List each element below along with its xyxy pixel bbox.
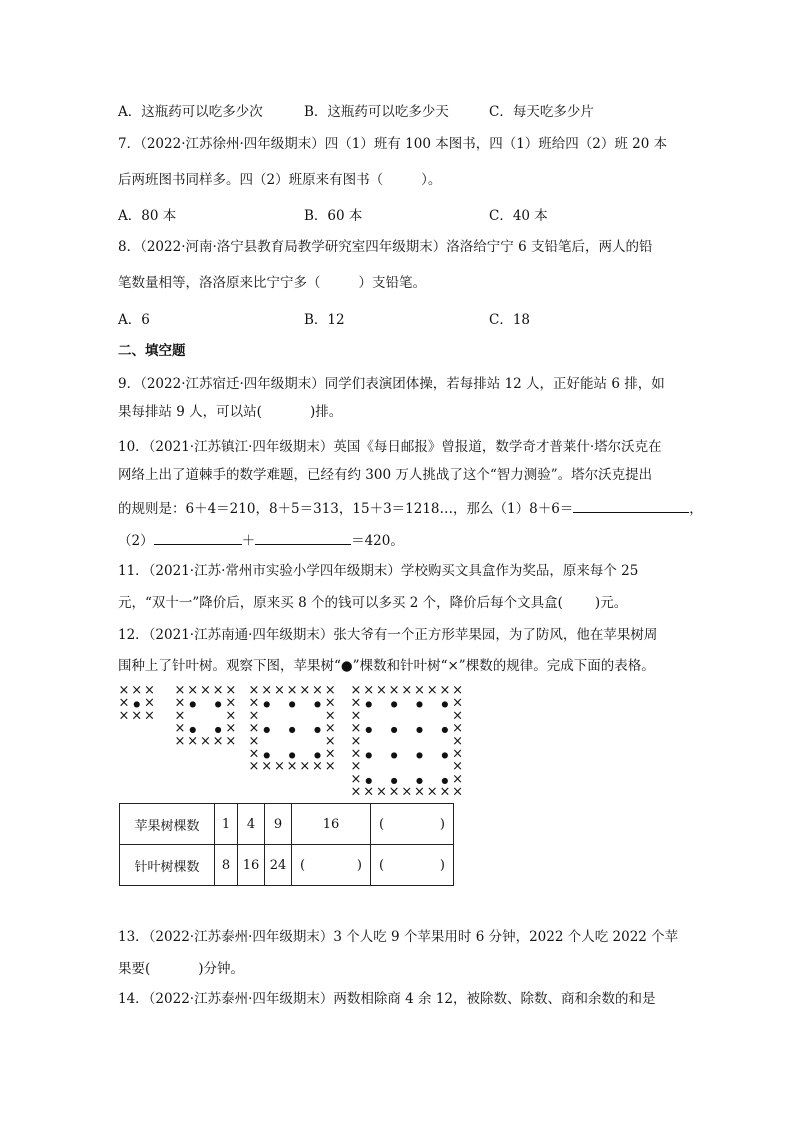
conifer-cross-mark: × [452, 695, 464, 711]
conifer-cross-mark: × [324, 759, 336, 775]
q10-line1: 10．（2021·江苏镇江·四年级期末）英国《每日邮报》曾报道，数学奇才普莱什·塔尔沃克在 [118, 439, 662, 455]
q13-line2 [118, 960, 244, 978]
apple-dot-mark: ● [365, 725, 373, 735]
q9-line1: 9．（2022·江苏宿迁·四年级期末）同学们表演团体操，若每排站 12 人，正好能站 6 排，如 [118, 376, 665, 392]
conifer-cross-mark: × [143, 695, 155, 711]
conifer-cross-mark: × [118, 708, 130, 724]
conifer-cross-mark: × [118, 695, 130, 711]
q12-line2: 围种上了针叶树。观察下图，苹果树“●”棵数和针叶树“×”棵数的规律。完成下面的表格。 [118, 658, 655, 674]
conifer-cross-mark: × [401, 683, 413, 698]
conifer-cross-mark: × [452, 708, 464, 724]
q8-line2-pre: 笔数量相等，洛洛原来比宁宁多（ [118, 275, 321, 291]
q10-line2: 网络上出了道棘手的数学难题，已经有约 300 万人挑战了这个“智力测验”。塔尔沃克提出 [118, 467, 653, 483]
row-header-conifer: 针叶树棵数 [120, 845, 215, 886]
conifer-cross-mark: × [225, 708, 237, 724]
conifer-cross-mark: × [439, 683, 451, 698]
conifer-cross-mark: × [174, 683, 186, 698]
orchard-pattern-figure [118, 683, 474, 800]
apple-dot-mark: ● [314, 699, 321, 709]
conifer-cross-mark: × [273, 683, 285, 698]
conifer-cross-mark: × [414, 683, 425, 698]
apple-cell-2: 4 [238, 804, 265, 845]
conifer-cross-mark: × [273, 759, 285, 775]
q8-option-c: C．18 [489, 312, 531, 328]
conifer-cross-mark: × [388, 784, 400, 800]
apple-dot-mark: ● [365, 775, 373, 785]
q11-line2 [118, 594, 627, 612]
q13-line1: 13．（2022·江苏泰州·四年级期末）3 个人吃 9 个苹果用时 6 分钟，2022 个人吃 2022 个苹 [118, 929, 679, 945]
conifer-cross-mark: × [174, 721, 186, 737]
apple-dot-mark: ● [263, 699, 271, 709]
q11-line1: 11．（2021·江苏·常州市实验小学四年级期末）学校购买文具盒作为奖品，原来每个 25 [118, 563, 639, 579]
conifer-cross-mark: × [350, 733, 362, 749]
conifer-cross-mark: × [299, 759, 311, 775]
q10-line3 [118, 498, 703, 518]
apple-dot-mark: ● [214, 725, 222, 735]
q7-line2 [118, 171, 441, 189]
apple-dot-mark: ● [263, 750, 271, 760]
paren-close: ) [356, 857, 362, 873]
conifer-cross-mark: × [452, 683, 464, 698]
conifer-cross-mark: × [363, 683, 375, 698]
conifer-cross-mark: × [375, 784, 387, 800]
conifer-cell-3: 24 [265, 845, 292, 886]
conifer-cross-mark: × [350, 721, 362, 737]
conifer-cross-mark: × [143, 708, 155, 724]
conifer-cross-mark: × [299, 683, 311, 698]
q11-line2-pre: 元，“双十一”降价后，原来买 8 个的钱可以多买 2 个，降价后每个文具盒( [118, 595, 563, 611]
conifer-cross-mark: × [248, 708, 260, 724]
conifer-cross-mark: × [261, 683, 273, 698]
q11-line2-post: )元。 [594, 595, 628, 611]
q10-answer1-blank[interactable] [573, 498, 689, 513]
apple-dot-mark: ● [189, 699, 197, 709]
conifer-cross-mark: × [439, 784, 451, 800]
paren-open: ( [379, 816, 385, 832]
apple-dot-mark: ● [365, 750, 373, 760]
section-fill-in-title: 二、填空题 [118, 343, 186, 359]
q8-line2 [118, 274, 426, 292]
apple-dot-mark: ● [441, 750, 449, 760]
conifer-cross-mark: × [363, 784, 375, 800]
apple-dot-mark: ● [441, 775, 449, 785]
apple-dot-mark: ● [365, 699, 373, 709]
conifer-cross-mark: × [248, 695, 260, 711]
conifer-cross-mark: × [324, 746, 336, 762]
conifer-cross-mark: × [225, 721, 237, 737]
conifer-cross-mark: × [452, 771, 464, 787]
paren-open: ( [379, 857, 385, 873]
apple-dot-mark: ● [189, 725, 197, 735]
paren-close: ) [439, 857, 445, 873]
paren-open: ( [300, 857, 306, 873]
apple-cell-4: 16 [292, 804, 371, 845]
conifer-cross-mark: × [388, 683, 400, 698]
q8-line1: 8．（2022·河南·洛宁县教育局教学研究室四年级期末）洛洛给宁宁 6 支铅笔后，两人的铅 [118, 239, 653, 255]
conifer-cross-mark: × [212, 733, 224, 749]
conifer-cross-mark: × [324, 683, 336, 698]
conifer-cross-mark: × [131, 708, 143, 724]
q14-line1: 14．（2022·江苏泰州·四年级期末）两数相除商 4 余 12，被除数、除数、商和余数的和是 [118, 991, 656, 1007]
conifer-cross-mark: × [248, 721, 260, 737]
q10-line3-post: ， [689, 501, 703, 517]
conifer-cross-mark: × [225, 683, 237, 698]
apple-dot-mark: ● [263, 725, 271, 735]
apple-dot-mark: ● [441, 725, 449, 735]
conifer-cross-mark: × [414, 784, 425, 800]
conifer-cell-2: 16 [238, 845, 265, 886]
q10-line4-pre: （2） [118, 533, 154, 549]
conifer-cross-mark: × [118, 683, 130, 698]
conifer-cross-mark: × [452, 759, 464, 775]
apple-dot-mark: ● [314, 725, 321, 735]
conifer-cross-mark: × [187, 683, 199, 698]
conifer-cross-mark: × [452, 746, 464, 762]
conifer-cross-mark: × [225, 733, 237, 749]
conifer-answer-cell-2[interactable] [371, 845, 454, 886]
apple-dot-mark: ● [214, 699, 222, 709]
conifer-cross-mark: × [452, 721, 464, 737]
q10-answer2b-blank[interactable] [255, 530, 351, 545]
q9-line2 [118, 403, 342, 421]
conifer-cross-mark: × [174, 733, 186, 749]
q7-option-c: C．40 本 [489, 208, 548, 224]
conifer-cross-mark: × [312, 683, 323, 698]
q10-answer2a-blank[interactable] [154, 530, 242, 545]
q7-line2-post: ）。 [421, 172, 442, 188]
conifer-cell-1: 8 [215, 845, 238, 886]
conifer-cross-mark: × [143, 683, 155, 698]
q7-option-a: A．80 本 [118, 208, 177, 224]
conifer-cross-mark: × [324, 708, 336, 724]
conifer-cross-mark: × [248, 683, 260, 698]
q13-line2-post: )分钟。 [198, 961, 245, 977]
q6-option-c: C．每天吃多少片 [489, 104, 594, 120]
apple-dot-mark: ● [416, 775, 423, 785]
conifer-cross-mark: × [452, 733, 464, 749]
conifer-cross-mark: × [131, 683, 143, 698]
conifer-cross-mark: × [248, 746, 260, 762]
apple-dot-mark: ● [390, 699, 398, 709]
conifer-cross-mark: × [452, 784, 464, 800]
apple-dot-mark: ● [416, 725, 423, 735]
apple-answer-cell[interactable] [371, 804, 454, 845]
conifer-cross-mark: × [426, 683, 438, 698]
table-row-conifer [120, 845, 454, 886]
apple-dot-mark: ● [288, 725, 296, 735]
conifer-cross-mark: × [324, 721, 336, 737]
row-header-apple: 苹果树棵数 [120, 804, 215, 845]
table-row-apple [120, 804, 454, 845]
conifer-cross-mark: × [225, 695, 237, 711]
apple-dot-mark: ● [441, 699, 449, 709]
conifer-cross-mark: × [248, 759, 260, 775]
apple-dot-mark: ● [390, 725, 398, 735]
q6-option-a: A．这瓶药可以吃多少次 [118, 104, 263, 120]
conifer-cross-mark: × [187, 733, 199, 749]
q10-line4-post: ＝420。 [351, 533, 404, 549]
paren-close: ) [439, 816, 445, 832]
q12-line1: 12．（2021·江苏南通·四年级期末）张大爷有一个正方形苹果园，为了防风，他在苹果树周 [118, 627, 658, 643]
conifer-cross-mark: × [324, 733, 336, 749]
apple-dot-mark: ● [416, 750, 423, 760]
conifer-cross-mark: × [199, 683, 211, 698]
conifer-answer-cell-1[interactable] [292, 845, 371, 886]
q8-option-b: B．12 [304, 312, 345, 328]
apple-dot-mark: ● [288, 699, 296, 709]
conifer-cross-mark: × [375, 683, 387, 698]
conifer-cross-mark: × [174, 695, 186, 711]
q7-line1: 7．（2022·江苏徐州·四年级期末）四（1）班有 100 本图书，四（1）班给四（2）班 20 本 [118, 136, 668, 152]
orchard-table [119, 803, 454, 886]
conifer-cross-mark: × [350, 695, 362, 711]
q9-line2-pre: 果每排站 9 人，可以站( [118, 404, 262, 420]
conifer-cross-mark: × [350, 708, 362, 724]
conifer-cross-mark: × [286, 759, 298, 775]
apple-dot-mark: ● [314, 750, 321, 760]
q10-line3-pre: 的规则是：6＋4＝210，8＋5＝313，15＋3＝1218…，那么（1）8＋6＝ [118, 501, 574, 517]
conifer-cross-mark: × [248, 733, 260, 749]
q13-line2-pre: 果要( [118, 961, 151, 977]
q7-line2-pre: 后两班图书同样多。四（2）班原来有图书（ [118, 172, 384, 188]
q6-option-b: B．这瓶药可以吃多少天 [304, 104, 449, 120]
conifer-cross-mark: × [350, 683, 362, 698]
apple-dot-mark: ● [133, 699, 141, 709]
conifer-cross-mark: × [426, 784, 438, 800]
apple-cell-1: 1 [215, 804, 238, 845]
q8-option-a: A．6 [118, 312, 150, 328]
apple-dot-mark: ● [390, 775, 398, 785]
apple-cell-3: 9 [265, 804, 292, 845]
conifer-cross-mark: × [174, 708, 186, 724]
conifer-cross-mark: × [350, 759, 362, 775]
conifer-cross-mark: × [350, 746, 362, 762]
apple-dot-mark: ● [288, 750, 296, 760]
q9-line2-post: )排。 [309, 404, 343, 420]
q10-line4-mid: ＋ [241, 533, 256, 549]
conifer-cross-mark: × [401, 784, 413, 800]
conifer-cross-mark: × [312, 759, 323, 775]
apple-dot-mark: ● [416, 699, 423, 709]
conifer-cross-mark: × [212, 683, 224, 698]
conifer-cross-mark: × [350, 771, 362, 787]
conifer-cross-mark: × [350, 784, 362, 800]
apple-dot-mark: ● [390, 750, 398, 760]
conifer-cross-mark: × [199, 733, 211, 749]
conifer-cross-mark: × [324, 695, 336, 711]
q7-option-b: B．60 本 [304, 208, 363, 224]
conifer-cross-mark: × [261, 759, 273, 775]
q10-line4 [118, 530, 404, 550]
q8-line2-post: ）支铅笔。 [358, 275, 426, 291]
conifer-cross-mark: × [286, 683, 298, 698]
